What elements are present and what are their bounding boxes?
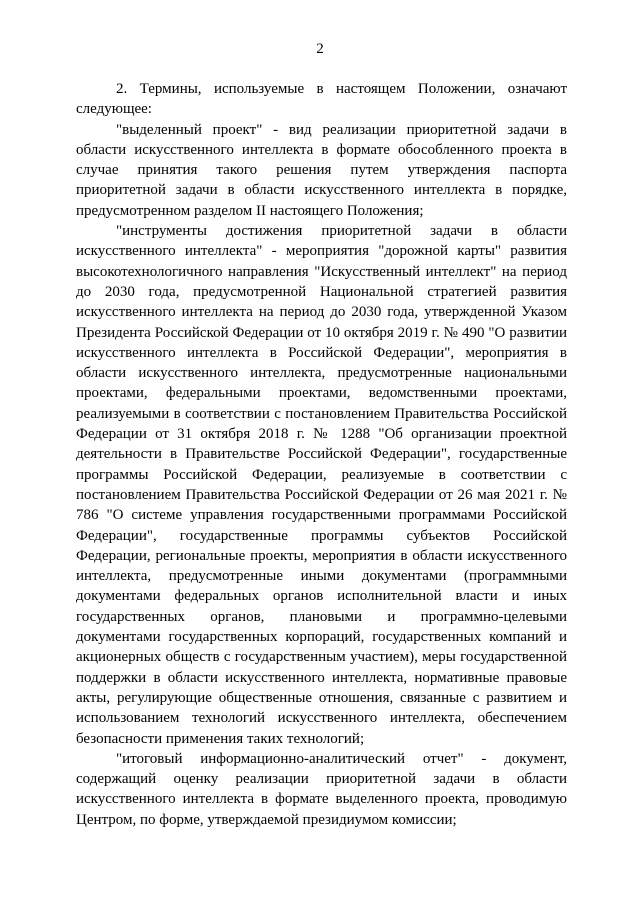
paragraph-terms-intro: 2. Термины, используемые в настоящем Положении, означают следующее: <box>76 81 567 118</box>
page-number: 2 <box>316 41 324 57</box>
paragraph-definition-dedicated-project: "выделенный проект" - вид реализации приоритетной задачи в области искусственного интеллекта в формате обособленного проекта в случае принятия такого решения путем утверждения паспорта приоритетной задачи в области искусственного интеллекта в порядке, предусмотренном разделом II настоящего Положения; <box>76 121 567 219</box>
paragraph-definition-instruments: "инструменты достижения приоритетной задачи в области искусственного интеллекта" - мероприятия "дорожной карты" развития высокотехнологичного направления "Искусственный интеллект" на период до 2030 года, предусмотренной Национальной стратегией развития искусственного интеллекта на период до 2030 года, утвержденной Указом Президента Российской Федерации от 10 октября 2019 г. № 490 "О развитии искусственного интеллекта в Российской Федерации", мероприятия в области искусственного интеллекта, предусмотренные национальными проектами, федеральными проектами, ведомственными проектами, реализуемыми в соответствии с постановлением Правительства Российской Федерации от 31 октября 2018 г. № 1288 "Об организации проектной деятельности в Правительстве Российской Федерации", государственные программы Российской Федерации, реализуемые в соответствии с постановлением Правительства Российской Федерации от 26 мая 2021 г. № 786 "О системе управления государственными программами Российской Федерации", государственные программы субъектов Российской Федерации, региональные проекты, мероприятия в области искусственного интеллекта, предусмотренные иными документами (программными документами федеральных органов исполнительной власти и иных государственных органов, плановыми и программно-целевыми документами государственных корпораций, государственных компаний и акционерных обществ с государственным участием), меры государственной поддержки в области искусственного интеллекта, нормативные правовые акты, регулирующие общественные отношения, связанные с развитием и использованием технологий искусственного интеллекта, обеспечением безопасности применения таких технологий; <box>76 223 567 747</box>
document-body <box>76 79 567 830</box>
paragraph-definition-final-report: "итоговый информационно-аналитический отчет" - документ, содержащий оценку реализации приоритетной задачи в области искусственного интеллекта в формате выделенного проекта, проводимую Центром, по форме, утверждаемой президиумом комиссии; <box>76 750 567 828</box>
